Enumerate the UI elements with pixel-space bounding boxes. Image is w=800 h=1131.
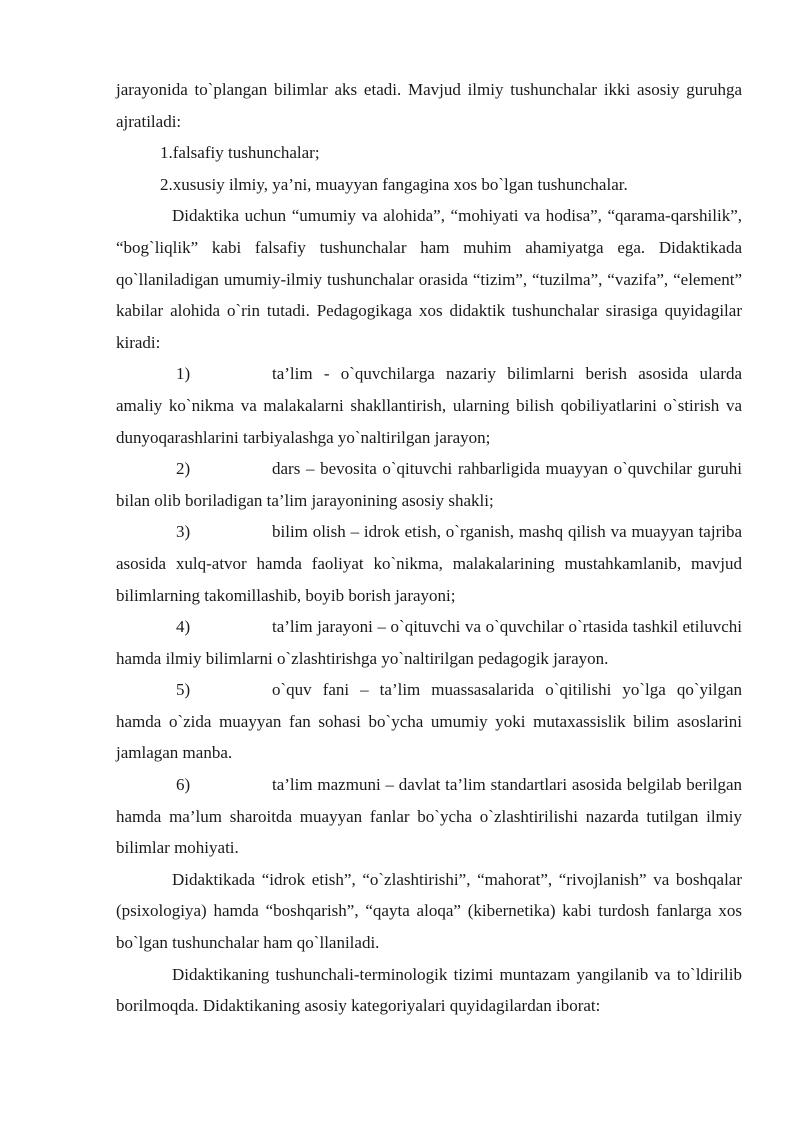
item-text: ta’lim - o`quvchilarga nazariy bilimlarni berish asosida ularda amaliy ko`nikma va malakalarni shakllantirish, ularning bilish qobiliyatlarini o`stirish va dunyoqarashlarini tarbiyalashga yo`naltirilgan jarayon; — [116, 364, 742, 447]
item-number: 6) — [176, 775, 191, 795]
numbered-item-1 — [116, 358, 742, 453]
paragraph-didactics-concepts: Didaktika uchun “umumiy va alohida”, “mohiyati va hodisa”, “qarama-qarshilik”, “bog`liqlik” kabi falsafiy tushunchalar ham muhim ahamiyatga ega. Didaktikada qo`llaniladigan umumiy-ilmiy tushunchalar orasida “tizim”, “tuzilma”, “vazifa”, “element” kabilar alohida o`rin tutadi. Pedagogikaga xos didaktik tushunchalar sirasiga quyidagilar kiradi: — [116, 206, 742, 352]
item-text: ta’lim jarayoni – o`qituvchi va o`quvchilar o`rtasida tashkil etiluvchi hamda ilmiy bilimlarni o`zlashtirishga yo`naltirilgan pedagogik jarayon. — [116, 617, 742, 668]
item-text: o`quv fani – ta’lim muassasalarida o`qitilishi yo`lga qo`yilgan hamda o`zida muayyan fan sohasi bo`ycha umumiy yoki mutaxassislik bilim asoslarini jamlagan manba. — [116, 680, 742, 763]
paragraph-categories: Didaktikaning tushunchali-terminologik tizimi muntazam yangilanib va to`ldirilib borilmoqda. Didaktikaning asosiy kategoriyalari quyidagilardan iborat: — [116, 964, 742, 1016]
item-number: 5) — [176, 680, 191, 700]
numbered-item-2 — [116, 453, 742, 516]
item-text: ta’lim mazmuni – davlat ta’lim standartlari asosida belgilab berilgan hamda ma’lum sharoitda muayyan fanlar bo`ycha o`zlashtirilishi nazarda tutilgan ilmiy bilimlar mohiyati. — [116, 775, 742, 858]
item-number: 3) — [176, 522, 191, 542]
paragraph-intro: jarayonida to`plangan bilimlar aks etadi. Mavjud ilmiy tushunchalar ikki asosiy guruhga ajratiladi: — [116, 80, 742, 131]
page-content — [116, 74, 742, 1022]
paragraph-related-sciences: Didaktikada “idrok etish”, “o`zlashtirishi”, “mahorat”, “rivojlanish” va boshqalar (psixologiya) hamda “boshqarish”, “qayta aloqa” (kibernetika) kabi turdosh fanlarga xos bo`lgan tushunchalar ham qo`llaniladi. — [116, 869, 742, 953]
item-number: 4) — [176, 617, 191, 637]
item-text: dars – bevosita o`qituvchi rahbarligida muayyan o`quvchilar guruhi bilan olib boriladigan ta’lim jarayonining asosiy shakli; — [116, 459, 742, 510]
item-text: bilim olish – idrok etish, o`rganish, mashq qilish va muayyan tajriba asosida xulq-atvor hamda faoliyat ko`nikma, malakalarining mustahkamlanib, mavjud bilimlarning takomillashib, boyib borish jarayoni; — [116, 522, 742, 605]
item-number: 2) — [176, 459, 191, 479]
numbered-item-3 — [116, 516, 742, 611]
list-item-philosophical: 1.falsafiy tushunchalar; — [160, 143, 320, 163]
numbered-item-6 — [116, 769, 742, 864]
numbered-item-4 — [116, 611, 742, 674]
numbered-item-5 — [116, 674, 742, 769]
list-item-specific: 2.xususiy ilmiy, ya’ni, muayyan fangagina xos bo`lgan tushunchalar. — [160, 174, 628, 194]
item-number: 1) — [176, 364, 191, 384]
